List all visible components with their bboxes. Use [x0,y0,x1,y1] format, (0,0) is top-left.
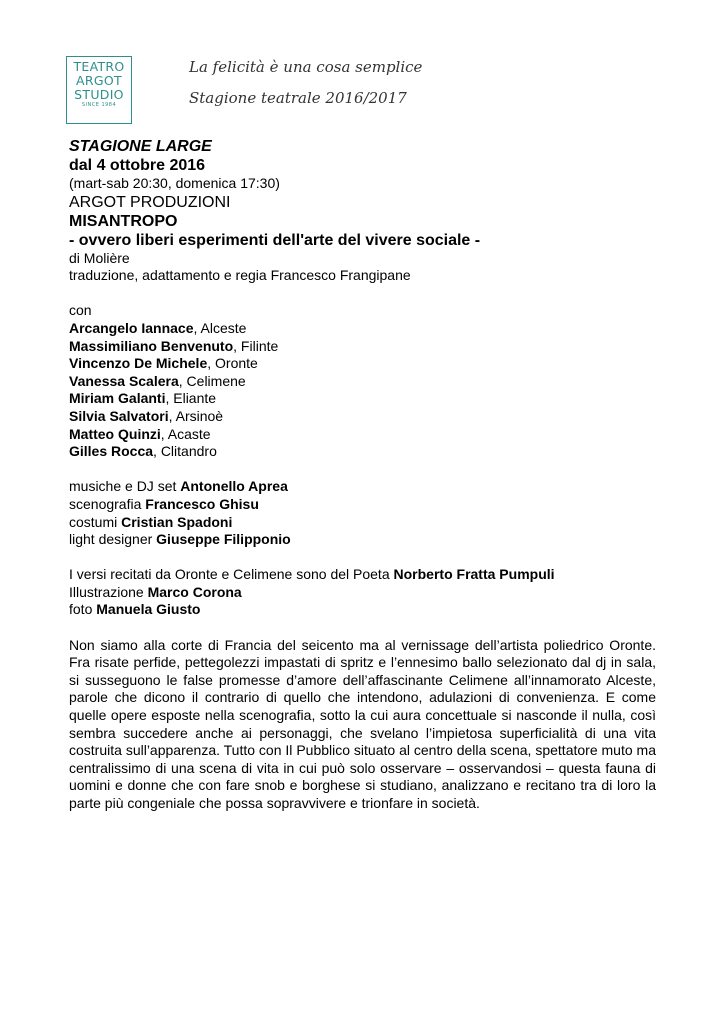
show-subtitle: - ovvero liberi esperimenti dell'arte del vivere sociale - [69,231,481,249]
role-name: , Arsinoè [168,407,224,424]
logo-since: SINCE 1984 [81,102,117,108]
season-slogan: La felicità è una cosa semplice [189,58,423,76]
role-name: , Oronte [207,355,258,372]
credit-line [69,584,656,602]
cast-member [69,426,656,444]
logo-line-2: ARGOT [76,73,122,88]
show-title: MISANTROPO [69,212,178,230]
crew-line [69,514,656,532]
show-times: (mart-sab 20:30, domenica 17:30) [69,175,280,191]
crew-line [69,478,656,496]
cast-member [69,338,656,356]
actor-name: Vincenzo De Michele [69,355,208,372]
season-header [189,56,422,118]
role-name: , Clitandro [153,443,217,460]
crew-name: Giuseppe Filipponio [156,531,291,548]
crew-role: costumi [69,513,122,530]
cast-member [69,373,656,391]
crew-list [69,478,656,548]
cast-member [69,355,656,373]
credit-label: foto [69,601,97,618]
crew-role: light designer [69,531,157,548]
cast-member [69,408,656,426]
author: di Molière [69,249,130,266]
crew-role: musiche e DJ set [69,478,181,495]
actor-name: Massimiliano Benvenuto [69,337,234,354]
logo-line-3: STUDIO [74,87,124,102]
direction-credit: traduzione, adattamento e regia Francesco Frangipane [69,267,411,284]
credit-name: Marco Corona [147,583,242,600]
season-name: STAGIONE LARGE [69,138,212,155]
role-name: , Celimene [178,372,246,389]
season-years: Stagione teatrale 2016/2017 [189,89,407,107]
credit-label: Illustrazione [69,583,148,600]
actor-name: Matteo Quinzi [69,425,161,442]
cast-member [69,443,656,461]
cast-member [69,390,656,408]
cast-list [69,320,656,461]
cast-intro: con [69,302,92,319]
crew-name: Francesco Ghisu [145,495,259,512]
premiere-date: dal 4 ottobre 2016 [69,157,206,174]
actor-name: Arcangelo Iannace [69,319,194,336]
actor-name: Silvia Salvatori [69,407,169,424]
crew-line [69,531,656,549]
logo-line-1: TEATRO [73,59,125,74]
crew-role: scenografia [69,495,146,512]
actor-name: Vanessa Scalera [69,372,179,389]
role-name: , Filinte [233,337,279,354]
role-name: , Eliante [165,390,217,407]
document-body [69,137,656,813]
show-description: Non siamo alla corte di Francia del seicento ma al vernissage dell’artista poliedrico Oronte. Fra risate perfide, pettegolezzi impastati di spritz e l’ennesimo ballo selezionato dal dj in sala, si susseguono le false promesse d’amore dell’affascinante Celimene all’innamorato Alceste, parole che dicono il contrario di quello che intendono, adulazioni di convenienza. E come quelle opere esposte nella scenografia, sotto la cui aura concettuale si nasconde il nulla, così sembra succedere anche ai personaggi, che svelano l’impietosa superficialità di una vita costruita sull’apparenza. Tutto con Il Pubblico situato al centro della scena, spettatore muto ma centralissimo di una scena di vita in cui può solo osservare – osservandosi – questa fauna di uomini e donne che con fare snob e borghese si studiano, analizzano e recitano tra di loro la parte più congeniale che possa sopravvivere e trionfare in società. [69,636,656,811]
credit-name: Manuela Giusto [96,601,201,618]
teatro-argot-studio-logo [66,56,132,124]
crew-line [69,496,656,514]
role-name: , Alceste [193,319,247,336]
crew-name: Cristian Spadoni [121,513,233,530]
credit-line [69,601,656,619]
credits-list [69,566,656,619]
credit-label: I versi recitati da Oronte e Celimene sono del Poeta [69,566,394,583]
cast-member [69,320,656,338]
actor-name: Gilles Rocca [69,443,154,460]
actor-name: Miriam Galanti [69,390,166,407]
producer: ARGOT PRODUZIONI [69,193,231,211]
credit-name: Norberto Fratta Pumpuli [393,566,555,583]
credit-line [69,566,656,584]
role-name: , Acaste [160,425,211,442]
crew-name: Antonello Aprea [180,478,288,495]
